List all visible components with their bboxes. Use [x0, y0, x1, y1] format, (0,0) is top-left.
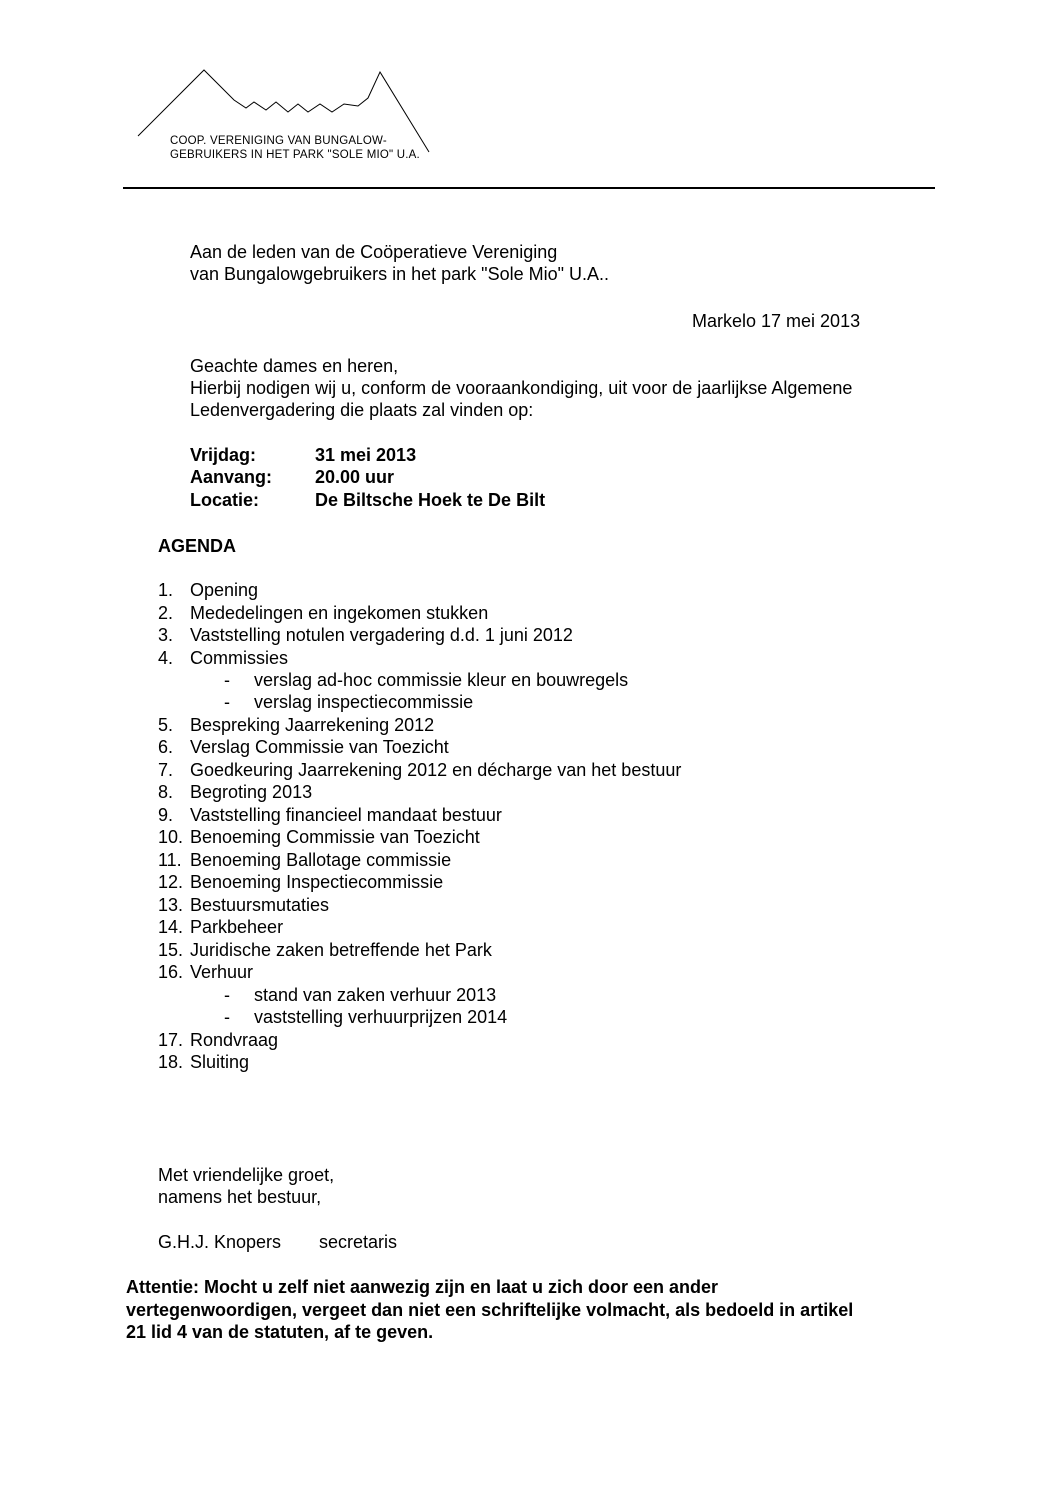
location-label: Locatie: — [190, 490, 260, 510]
closing-greeting: Met vriendelijke groet, — [158, 1165, 335, 1185]
agenda-item: 11. Benoeming Ballotage commissie — [158, 850, 452, 870]
attention-line-1: Attentie: Mocht u zelf niet aanwezig zijn en laat u zich door een ander — [126, 1277, 719, 1297]
day-value: 31 mei 2013 — [315, 445, 417, 465]
agenda-item: 12. Benoeming Inspectiecommissie — [158, 872, 444, 892]
agenda-item: 10. Benoeming Commissie van Toezicht — [158, 827, 480, 847]
start-label: Aanvang: — [190, 467, 273, 487]
agenda-item: 6. Verslag Commissie van Toezicht — [158, 737, 449, 757]
header-rule — [123, 187, 935, 189]
attention-line-2: vertegenwoordigen, vergeet dan niet een schriftelijke volmacht, als bedoeld in artikel — [126, 1299, 854, 1320]
agenda-item: 13. Bestuursmutaties — [158, 895, 330, 915]
start-value: 20.00 uur — [315, 467, 395, 487]
logo-line-2: GEBRUIKERS IN HET PARK "SOLE MIO" U.A. — [170, 149, 420, 161]
agenda-item: 9. Vaststelling financieel mandaat bestuur — [158, 805, 502, 825]
attention-line-3: 21 lid 4 van de statuten, af te geven. — [126, 1322, 434, 1342]
agenda-subitem: - verslag inspectiecommissie — [224, 692, 474, 712]
attention-note — [126, 1276, 926, 1344]
agenda-subitem: - verslag ad-hoc commissie kleur en bouwregels — [224, 670, 629, 690]
agenda-item: 17. Rondvraag — [158, 1030, 279, 1050]
agenda-item: 1. Opening — [158, 580, 259, 600]
association-logo — [136, 66, 436, 166]
agenda-item: 3. Vaststelling notulen vergadering d.d. 1 juni 2012 — [158, 625, 573, 645]
intro-line-2: Ledenvergadering die plaats zal vinden op: — [190, 400, 534, 420]
intro-line-1: Hierbij nodigen wij u, conform de vooraankondiging, uit voor de jaarlijkse Algemene — [190, 378, 853, 398]
agenda-item: 16. Verhuur — [158, 962, 254, 982]
address-line-2: van Bungalowgebruikers in het park "Sole Mio" U.A.. — [190, 264, 609, 284]
agenda-item: 15. Juridische zaken betreffende het Park — [158, 940, 492, 960]
signer-role: secretaris — [319, 1232, 398, 1252]
signer-name: G.H.J. Knopers — [158, 1232, 282, 1252]
agenda-subitem: - vaststelling verhuurprijzen 2014 — [224, 1007, 508, 1027]
greeting: Geachte dames en heren, — [190, 356, 399, 376]
address-line-1: Aan de leden van de Coöperatieve Vereniging — [190, 242, 558, 262]
agenda-item: 2. Mededelingen en ingekomen stukken — [158, 603, 489, 623]
logo-text — [170, 134, 420, 162]
closing-on-behalf: namens het bestuur, — [158, 1187, 322, 1207]
agenda-item: 5. Bespreking Jaarrekening 2012 — [158, 715, 435, 735]
agenda-title: AGENDA — [158, 536, 237, 556]
agenda-item: 14. Parkbeheer — [158, 917, 284, 937]
agenda-subitem: - stand van zaken verhuur 2013 — [224, 985, 497, 1005]
agenda-item: 7. Goedkeuring Jaarrekening 2012 en décharge van het bestuur — [158, 760, 682, 780]
agenda-item: 18. Sluiting — [158, 1052, 250, 1072]
day-label: Vrijdag: — [190, 445, 257, 465]
letter-date: Markelo 17 mei 2013 — [692, 311, 861, 331]
agenda-item: 8. Begroting 2013 — [158, 782, 313, 802]
logo-line-1: COOP. VERENIGING VAN BUNGALOW- — [170, 135, 387, 147]
location-value: De Biltsche Hoek te De Bilt — [315, 490, 546, 510]
agenda-item: 4. Commissies — [158, 648, 289, 668]
